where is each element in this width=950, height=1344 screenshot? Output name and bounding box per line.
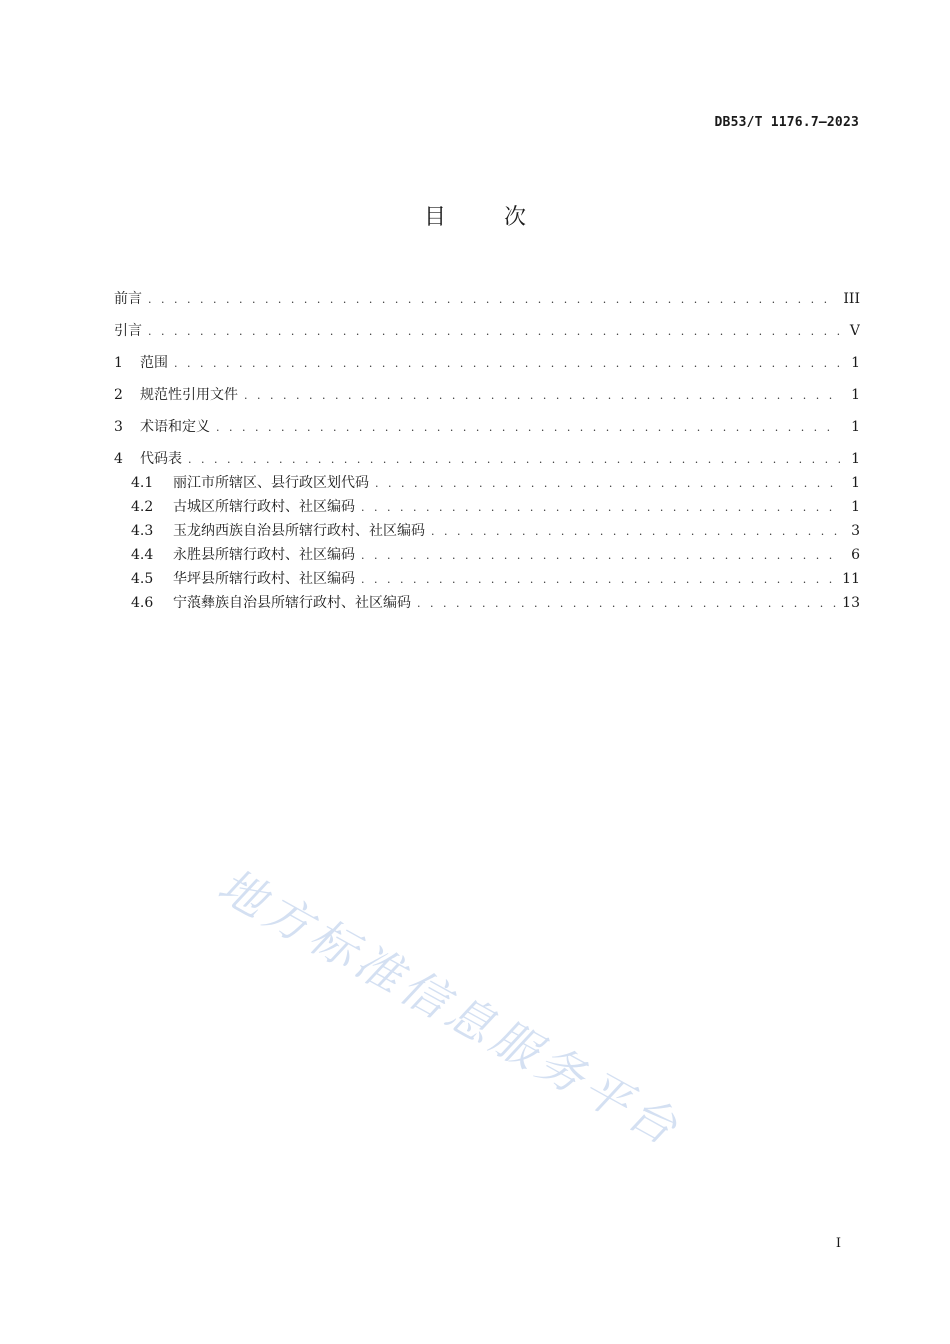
toc-leader-dots xyxy=(148,321,840,343)
toc-entry-foreword[interactable] xyxy=(114,288,860,320)
toc-entry-label: 华坪县所辖行政村、社区编码 xyxy=(173,571,355,587)
toc-entry-4[interactable] xyxy=(114,448,860,474)
toc-entry-2[interactable] xyxy=(114,384,860,416)
watermark: 地方标准信息服务平台 xyxy=(209,857,691,1158)
toc-entry-4-1[interactable] xyxy=(114,474,860,498)
toc-entry-4-3[interactable] xyxy=(114,522,860,546)
toc-entry-3[interactable] xyxy=(114,416,860,448)
toc-entry-label: 丽江市所辖区、县行政区划代码 xyxy=(173,475,369,491)
toc-entry-page: 6 xyxy=(851,547,860,563)
toc-entry-label: 宁蒗彝族自治县所辖行政村、社区编码 xyxy=(173,595,411,611)
toc-entry-label: 前言 xyxy=(114,291,142,307)
toc-entry-label: 永胜县所辖行政村、社区编码 xyxy=(173,547,355,563)
toc-entry-page: 11 xyxy=(842,571,860,587)
toc-entry-number: 2 xyxy=(114,387,123,403)
toc-entry-4-2[interactable] xyxy=(114,498,860,522)
toc-entry-page: V xyxy=(849,323,860,339)
toc-entry-number: 4.4 xyxy=(131,547,154,563)
toc-entry-label: 代码表 xyxy=(140,451,182,467)
toc-entry-number: 1 xyxy=(114,355,123,371)
toc-entry-introduction[interactable] xyxy=(114,320,860,352)
toc-entry-page: 1 xyxy=(851,387,860,403)
page-number: I xyxy=(835,1236,841,1251)
toc-entry-page: 1 xyxy=(851,475,860,491)
toc-entry-4-5[interactable] xyxy=(114,570,860,594)
toc-leader-dots xyxy=(431,523,840,541)
toc-entry-number: 4.3 xyxy=(131,523,154,539)
page-title: 目次 xyxy=(423,205,584,230)
toc-entry-label: 范围 xyxy=(140,355,168,371)
document-code: DB53/T 1176.7—2023 xyxy=(714,115,859,130)
toc-entry-4-4[interactable] xyxy=(114,546,860,570)
toc-entry-page: 13 xyxy=(842,595,860,611)
toc-leader-dots xyxy=(361,547,840,565)
toc-entry-label: 古城区所辖行政村、社区编码 xyxy=(173,499,355,515)
toc-entry-label: 规范性引用文件 xyxy=(140,387,238,403)
toc-leader-dots xyxy=(417,595,836,613)
toc-entry-4-6[interactable] xyxy=(114,594,860,618)
toc-leader-dots xyxy=(244,385,840,407)
toc-entry-number: 4.2 xyxy=(131,499,154,515)
toc-entry-page: 1 xyxy=(851,451,860,467)
toc-leader-dots xyxy=(174,353,840,375)
toc-entry-page: 3 xyxy=(851,523,860,539)
toc-leader-dots xyxy=(148,289,837,311)
toc-leader-dots xyxy=(361,499,840,517)
toc-leader-dots xyxy=(216,417,840,439)
toc-entry-number: 4 xyxy=(114,451,123,467)
toc-entry-number: 3 xyxy=(114,419,123,435)
toc-entry-page: III xyxy=(843,291,860,307)
toc-entry-number: 4.5 xyxy=(131,571,154,587)
toc-leader-dots xyxy=(375,475,840,493)
table-of-contents xyxy=(114,288,860,618)
toc-leader-dots xyxy=(188,449,840,471)
toc-entry-number: 4.6 xyxy=(131,595,154,611)
toc-entry-label: 引言 xyxy=(114,323,142,339)
toc-entry-label: 术语和定义 xyxy=(140,419,210,435)
toc-entry-page: 1 xyxy=(851,499,860,515)
toc-entry-page: 1 xyxy=(851,419,860,435)
toc-entry-1[interactable] xyxy=(114,352,860,384)
toc-entry-label: 玉龙纳西族自治县所辖行政村、社区编码 xyxy=(173,523,425,539)
toc-entry-number: 4.1 xyxy=(131,475,154,491)
toc-leader-dots xyxy=(361,571,836,589)
toc-entry-page: 1 xyxy=(851,355,860,371)
